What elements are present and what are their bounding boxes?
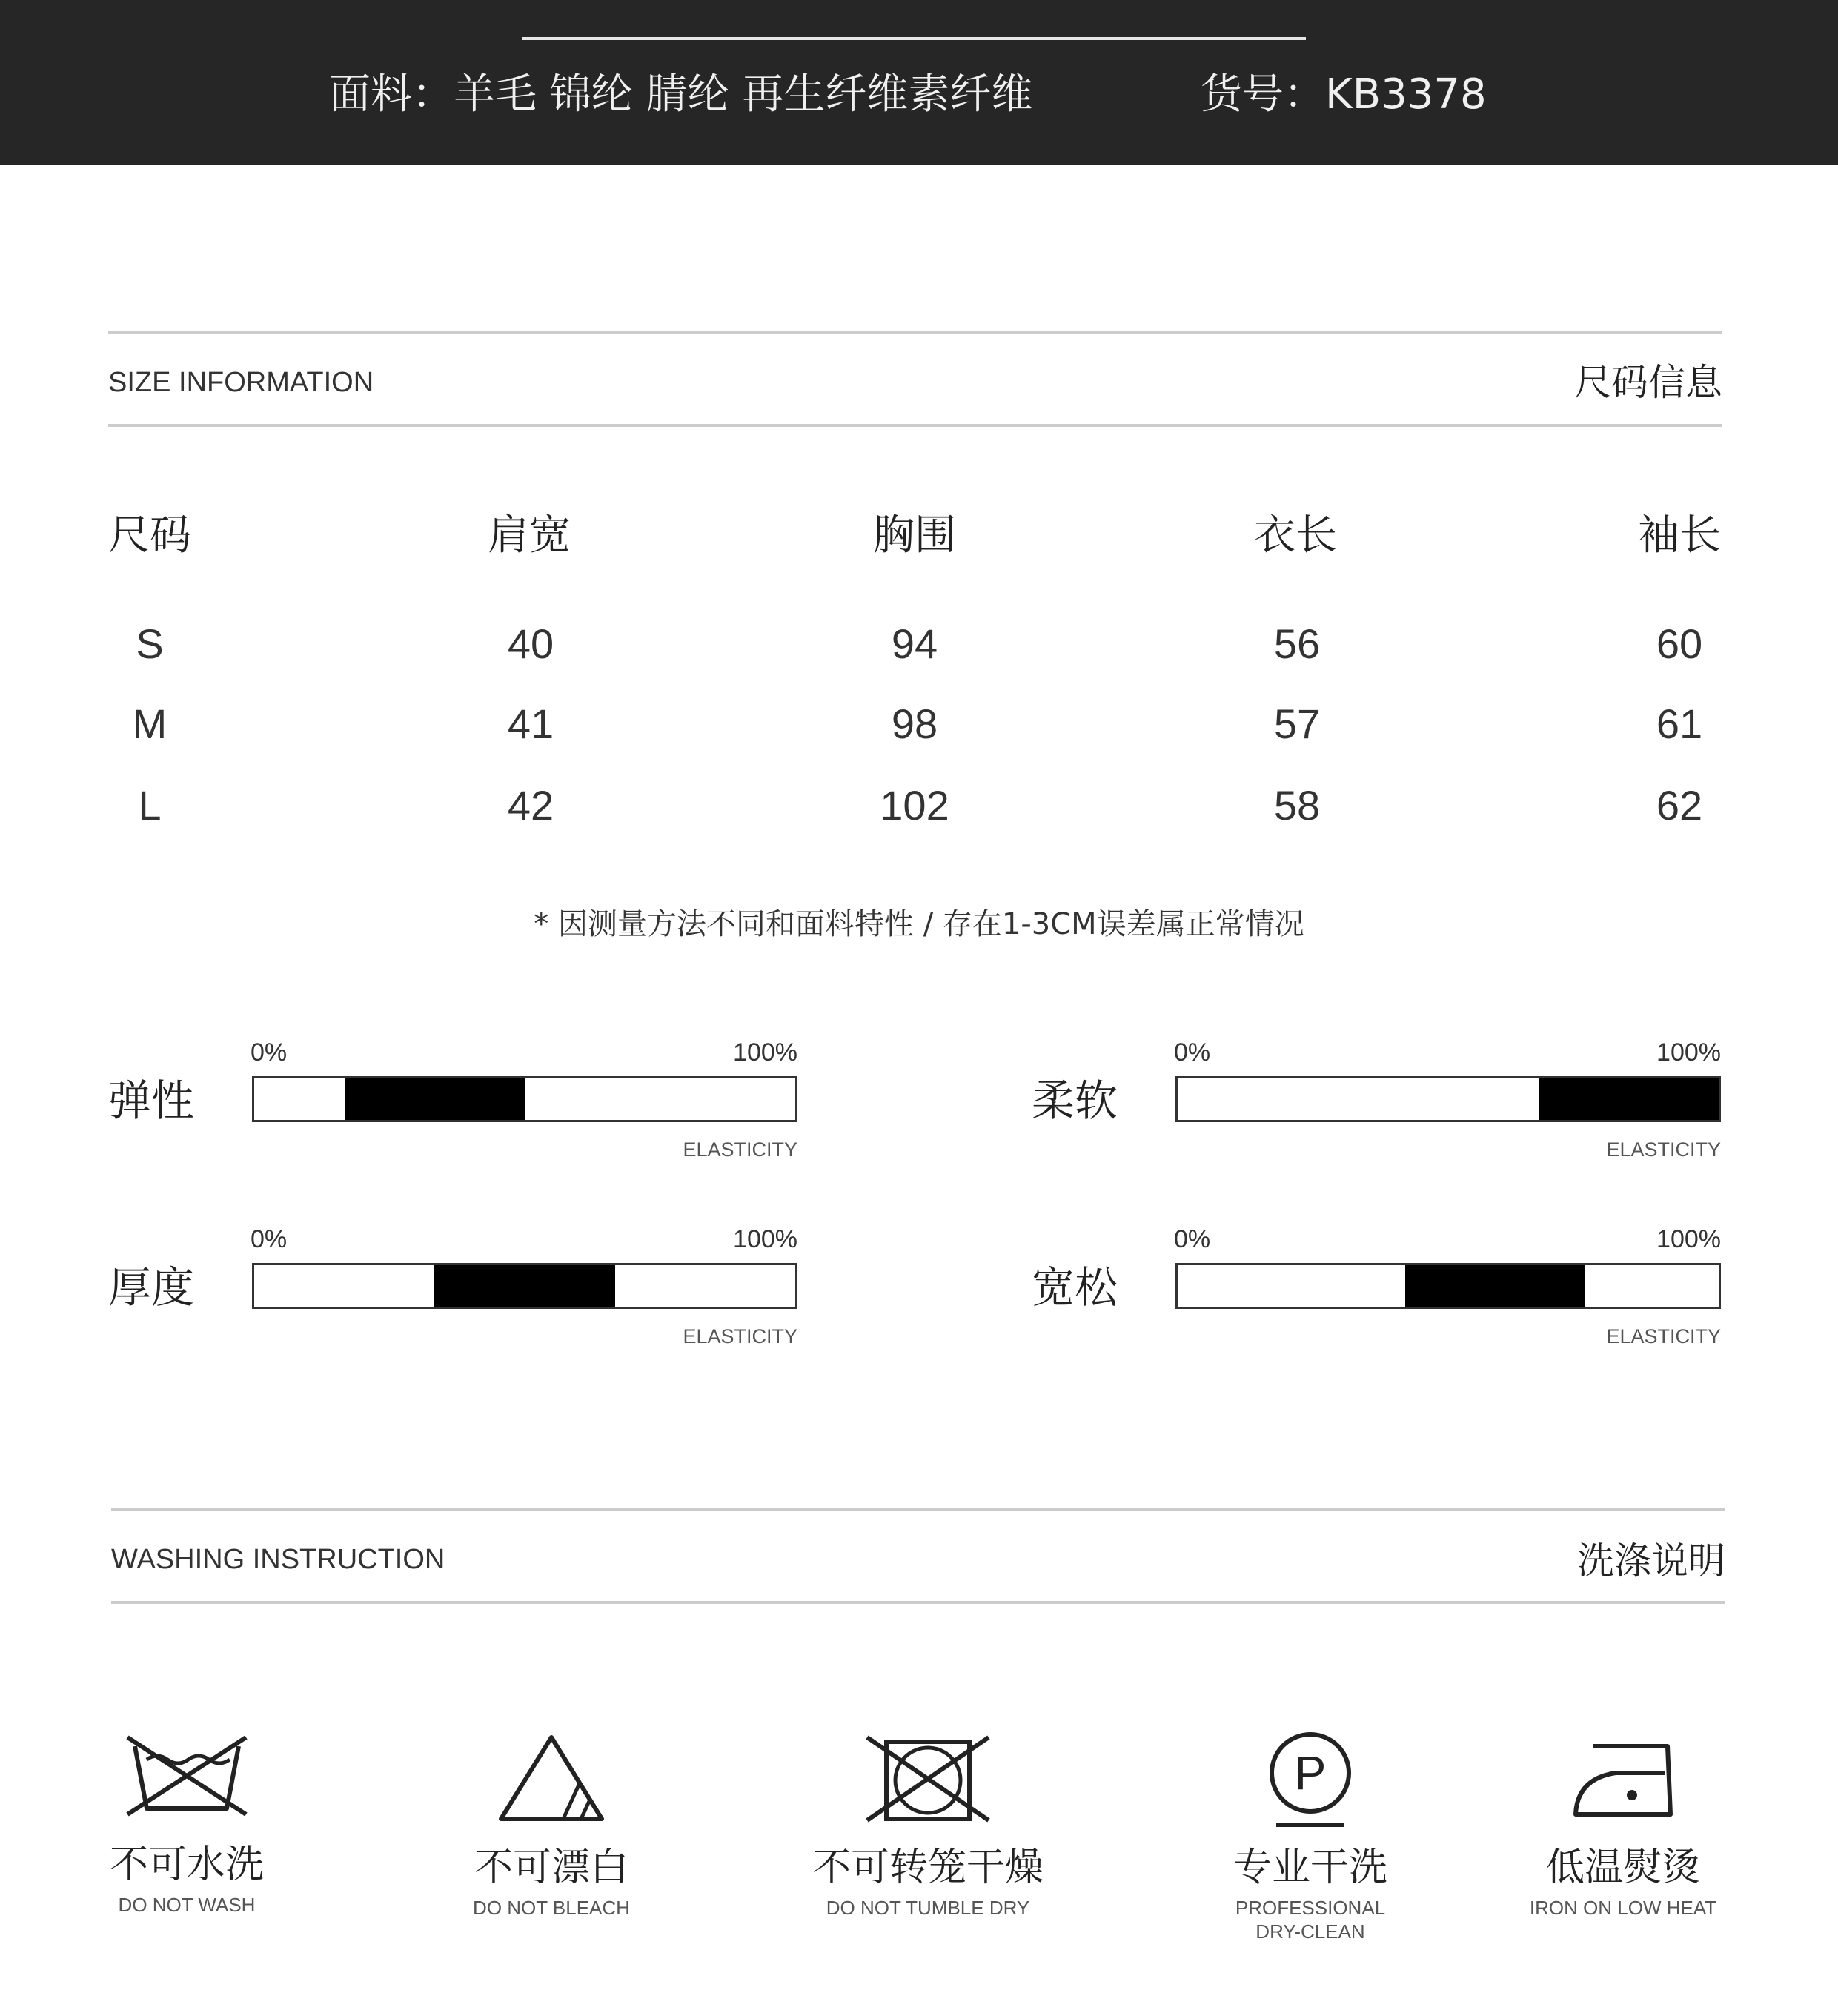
wash-label-en: DO NOT BLEACH	[473, 1897, 630, 1919]
attr-label-looseness: 宽松	[1032, 1262, 1118, 1313]
item-number: 货号：KB3378	[1201, 70, 1487, 119]
table-header-shoulder: 肩宽	[488, 511, 571, 560]
table-cell: 40	[507, 620, 554, 667]
wash-label-en: DO NOT WASH	[118, 1894, 256, 1916]
svg-text:P: P	[1294, 1746, 1327, 1800]
attr-caption: ELASTICITY	[683, 1138, 797, 1161]
wash-label-en: DO NOT TUMBLE DRY	[826, 1897, 1030, 1919]
wash-item-do-not-wash	[31, 1731, 342, 1917]
wash-label-cn: 不可转笼干燥	[812, 1846, 1044, 1890]
wash-item-do-not-tumble-dry	[772, 1731, 1084, 1920]
attr-max: 100%	[1656, 1038, 1721, 1067]
washing-section-title-en: WASHING INSTRUCTION	[111, 1544, 445, 1575]
wash-label-cn: 专业干洗	[1232, 1846, 1387, 1890]
attr-caption: ELASTICITY	[1606, 1325, 1721, 1347]
do-not-wash-icon	[120, 1731, 253, 1820]
table-cell: 62	[1656, 782, 1703, 829]
table-cell: L	[138, 782, 162, 829]
size-section-bottom-rule	[108, 424, 1722, 427]
do-not-tumble-dry-icon	[861, 1731, 995, 1823]
attr-bar-fill	[345, 1078, 525, 1120]
iron-low-heat-icon	[1564, 1731, 1682, 1823]
wash-label-en: PROFESSIONAL DRY-CLEAN	[1235, 1897, 1386, 1943]
attr-bar-fill	[1405, 1265, 1585, 1307]
wash-label-cn: 不可漂白	[474, 1846, 628, 1890]
size-section-title-en: SIZE INFORMATION	[108, 367, 374, 398]
attr-max: 100%	[1656, 1225, 1721, 1253]
attr-min: 0%	[1174, 1038, 1211, 1067]
measurement-note: * 因测量方法不同和面料特性 / 存在1-3CM误差属正常情况	[534, 907, 1304, 941]
table-header-length: 衣长	[1254, 511, 1337, 560]
table-cell: 61	[1656, 700, 1703, 747]
attr-bar-elasticity	[252, 1076, 797, 1122]
attr-bar-fill	[1539, 1078, 1719, 1120]
washing-section-bottom-rule	[111, 1601, 1725, 1604]
wash-item-iron-low-heat	[1467, 1731, 1779, 1920]
table-cell: 102	[880, 782, 949, 829]
table-cell: 60	[1656, 620, 1703, 667]
cropped-title	[548, 0, 1290, 1]
washing-section-title-cn: 洗涤说明	[1577, 1539, 1725, 1582]
table-cell: S	[136, 620, 164, 667]
attr-max: 100%	[733, 1038, 797, 1067]
do-not-bleach-icon	[492, 1731, 611, 1823]
table-cell: 58	[1273, 782, 1321, 829]
attr-bar-thickness	[252, 1263, 797, 1309]
table-cell: M	[132, 700, 167, 747]
fabric-composition: 面料：羊毛 锦纶 腈纶 再生纤维素纤维	[329, 70, 1033, 119]
table-header-size: 尺码	[108, 511, 191, 560]
attr-caption: ELASTICITY	[683, 1325, 797, 1347]
wash-item-professional-dry-clean	[1155, 1731, 1466, 1943]
attr-min: 0%	[251, 1038, 288, 1067]
table-cell: 94	[891, 620, 938, 667]
attr-bar-softness	[1175, 1076, 1721, 1122]
table-cell: 57	[1273, 700, 1321, 747]
wash-item-do-not-bleach	[396, 1731, 707, 1920]
table-cell: 41	[507, 700, 554, 747]
wash-label-cn: 不可水洗	[109, 1843, 264, 1887]
header-divider	[522, 37, 1306, 40]
wash-label-cn: 低温熨烫	[1545, 1846, 1700, 1890]
attr-max: 100%	[733, 1225, 797, 1253]
table-cell: 56	[1273, 620, 1321, 667]
size-section-title-cn: 尺码信息	[1574, 361, 1722, 404]
size-section-top-rule	[108, 331, 1722, 334]
wash-label-en: IRON ON LOW HEAT	[1529, 1897, 1717, 1919]
attr-min: 0%	[251, 1225, 288, 1253]
table-cell: 42	[507, 782, 554, 829]
attr-label-softness: 柔软	[1032, 1075, 1118, 1126]
table-cell: 98	[891, 700, 938, 747]
attr-label-thickness: 厚度	[108, 1262, 195, 1313]
attr-min: 0%	[1174, 1225, 1211, 1253]
attr-bar-fill	[434, 1265, 615, 1307]
washing-section-top-rule	[111, 1508, 1725, 1511]
professional-dry-clean-icon	[1258, 1731, 1362, 1831]
attr-label-elasticity: 弹性	[108, 1075, 195, 1126]
attr-caption: ELASTICITY	[1606, 1138, 1721, 1161]
table-header-chest: 胸围	[873, 511, 956, 560]
table-header-sleeve: 袖长	[1638, 511, 1721, 560]
attr-bar-looseness	[1175, 1263, 1721, 1309]
